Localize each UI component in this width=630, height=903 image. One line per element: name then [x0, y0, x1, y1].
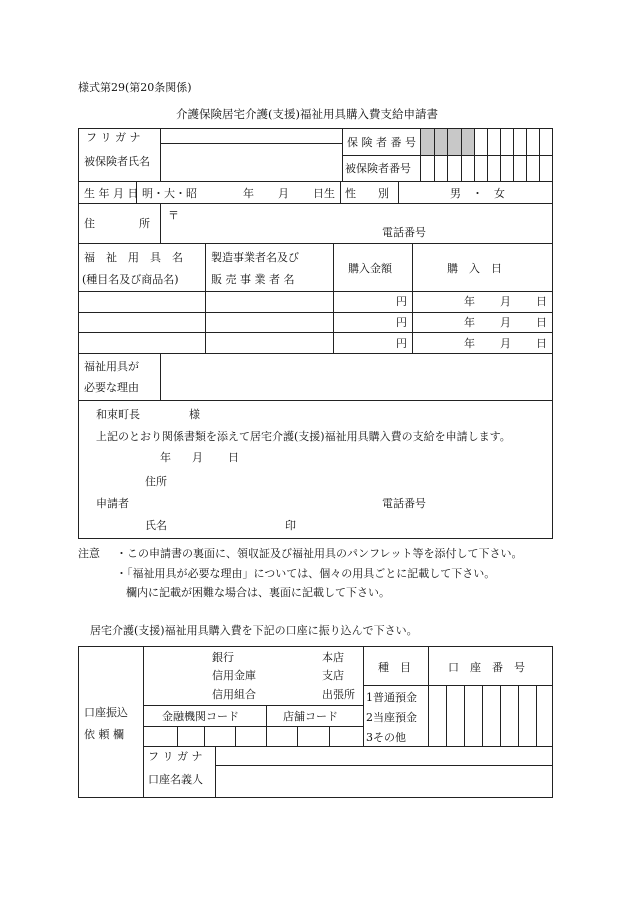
item-name-header: 福 祉 用 具 名 — [84, 251, 183, 264]
date-day-unit: 日 — [536, 316, 547, 329]
item-name-subheader: (種目名及び商品名) — [82, 273, 179, 286]
seal-mark: 印 — [285, 519, 296, 532]
applicant-name-label: 氏名 — [145, 519, 167, 532]
mayor-addressee: 和束町長 — [96, 408, 140, 421]
honorific: 様 — [189, 408, 200, 421]
account-holder-label: 口座名義人 — [148, 773, 203, 786]
reason-field[interactable] — [162, 355, 551, 398]
account-type-current[interactable]: 2当座預金 — [366, 711, 417, 724]
declaration-year-unit: 年 — [160, 451, 171, 464]
holder-furigana-label: フ リ ガ ナ — [148, 750, 203, 763]
account-type-ordinary[interactable]: 1普通預金 — [366, 691, 417, 704]
era-options: 明・大・昭 — [142, 187, 197, 200]
account-number-header: 口 座 番 号 — [448, 661, 525, 674]
bank-request-label: 依 頼 欄 — [84, 728, 124, 741]
date-day-unit: 日 — [536, 337, 547, 350]
note-line-1: ・この申請書の裏面に、領収証及び福祉用具のパンフレット等を添付して下さい。 — [116, 547, 523, 560]
notes-label: 注意 — [78, 547, 100, 560]
shinkin-option: 信用金庫 — [212, 669, 256, 682]
item-row[interactable] — [79, 313, 552, 331]
note-line-2: ・「福祉用具が必要な理由」については、個々の用具ごとに記載して下さい。 — [116, 567, 496, 580]
branch-name-field[interactable] — [250, 648, 320, 703]
applicant-address-label: 住所 — [145, 475, 167, 488]
insured-number-field[interactable] — [422, 157, 552, 180]
amount-yen-unit: 円 — [396, 295, 407, 308]
amount-yen-unit: 円 — [396, 337, 407, 350]
account-type-other[interactable]: 3その他 — [366, 731, 406, 744]
furigana-label: フ リ ガ ナ — [86, 131, 141, 144]
sex-label: 性 別 — [345, 187, 389, 200]
declaration-month-unit: 月 — [192, 451, 203, 464]
applicant-label: 申請者 — [96, 497, 129, 510]
sex-options[interactable]: 男 ・ 女 — [450, 187, 505, 200]
date-month-unit: 月 — [500, 337, 511, 350]
branch-code-label: 店舗コード — [283, 710, 338, 723]
bank-intro: 居宅介護(支援)福祉用具購入費を下記の口座に振り込んで下さい。 — [90, 624, 418, 637]
birth-day-unit: 日生 — [313, 187, 335, 200]
account-number-field[interactable] — [430, 687, 552, 745]
account-holder-field[interactable] — [217, 767, 552, 797]
phone-label: 電話番号 — [382, 226, 426, 239]
amount-header: 購入金額 — [348, 262, 392, 275]
applicant-phone-label: 電話番号 — [382, 497, 426, 510]
item-row[interactable] — [79, 292, 552, 311]
note-line-3: 欄内に記載が困難な場合は、裏面に記載して下さい。 — [126, 586, 390, 599]
insured-number-label: 被保険者番号 — [345, 162, 411, 175]
postal-mark: 〒 — [168, 209, 179, 222]
item-row[interactable] — [79, 333, 552, 352]
declaration-statement: 上記のとおり関係書類を添えて居宅介護(支援)福祉用具購入費の支給を申請します。 — [96, 430, 511, 443]
reason-label-2: 必要な理由 — [84, 381, 139, 394]
birth-year-unit: 年 — [243, 187, 254, 200]
date-month-unit: 月 — [500, 316, 511, 329]
birth-date-label: 生 年 月 日 — [84, 187, 139, 200]
address-label: 住 所 — [84, 217, 150, 230]
date-year-unit: 年 — [464, 316, 475, 329]
form-number: 様式第29(第20条関係) — [78, 81, 192, 94]
date-day-unit: 日 — [536, 295, 547, 308]
seller-header: 販 売 事 業 者 名 — [211, 273, 295, 286]
insured-name-field[interactable] — [162, 145, 340, 179]
amount-yen-unit: 円 — [396, 316, 407, 329]
institution-code-label: 金融機関コード — [162, 710, 239, 723]
account-type-header: 種 目 — [378, 661, 411, 674]
insurer-number-label: 保 険 者 番 号 — [347, 136, 416, 149]
date-month-unit: 月 — [500, 295, 511, 308]
insured-name-label: 被保険者氏名 — [84, 155, 150, 168]
head-office-option: 本店 — [322, 651, 344, 664]
bank-name-field[interactable] — [146, 648, 210, 703]
declaration-day-unit: 日 — [228, 451, 239, 464]
purchase-date-header: 購 入 日 — [447, 262, 502, 275]
date-year-unit: 年 — [464, 337, 475, 350]
form-title: 介護保険居宅介護(支援)福祉用具購入費支給申請書 — [176, 107, 438, 121]
maker-header: 製造事業者名及び — [211, 251, 299, 264]
date-year-unit: 年 — [464, 295, 475, 308]
kumiai-option: 信用組合 — [212, 688, 256, 701]
reason-label: 福祉用具が — [84, 360, 139, 373]
birth-month-unit: 月 — [278, 187, 289, 200]
address-field[interactable] — [180, 206, 550, 224]
bank-transfer-label: 口座振込 — [84, 706, 128, 719]
sub-branch-option: 出張所 — [322, 688, 355, 701]
branch-option: 支店 — [322, 669, 344, 682]
holder-furigana-field[interactable] — [217, 748, 552, 764]
bank-option: 銀行 — [212, 651, 234, 664]
insurer-number-field[interactable] — [422, 130, 552, 154]
